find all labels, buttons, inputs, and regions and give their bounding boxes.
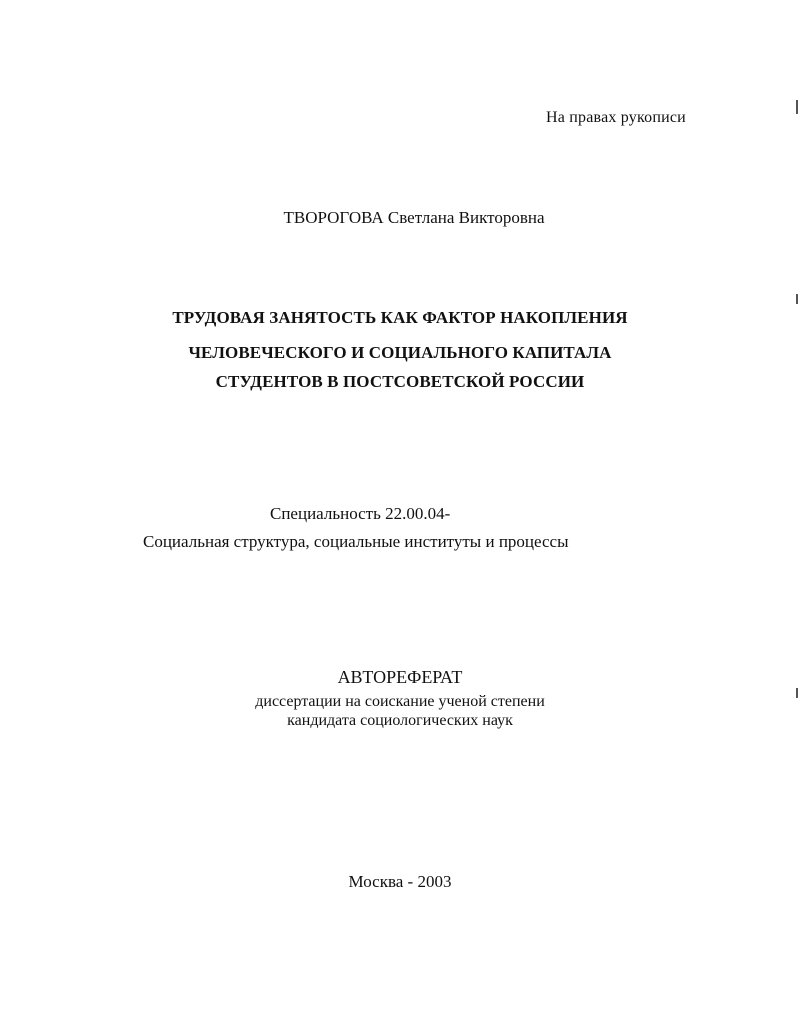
place-and-year: Москва - 2003 [348,872,452,891]
scan-edge-mark [796,688,798,698]
scan-edge-mark [796,100,798,114]
document-type: АВТОРЕФЕРАТ [337,667,463,687]
specialty-name: Социальная структура, социальные институты и процессы [143,532,569,551]
document-purpose-line-2: кандидата социологических наук [287,712,513,729]
manuscript-rights-note: На правах рукописи [546,109,686,126]
document-purpose-line-1: диссертации на соискание ученой степени [255,693,545,710]
author-name: ТВОРОГОВА Светлана Викторовна [283,208,545,227]
specialty-code: Специальность 22.00.04- [270,504,451,523]
title-line-1: ТРУДОВАЯ ЗАНЯТОСТЬ КАК ФАКТОР НАКОПЛЕНИЯ [172,308,628,327]
title-line-3: СТУДЕНТОВ В ПОСТСОВЕТСКОЙ РОССИИ [215,372,585,391]
scan-edge-mark [796,294,798,304]
title-line-2: ЧЕЛОВЕЧЕСКОГО И СОЦИАЛЬНОГО КАПИТАЛА [188,343,612,362]
